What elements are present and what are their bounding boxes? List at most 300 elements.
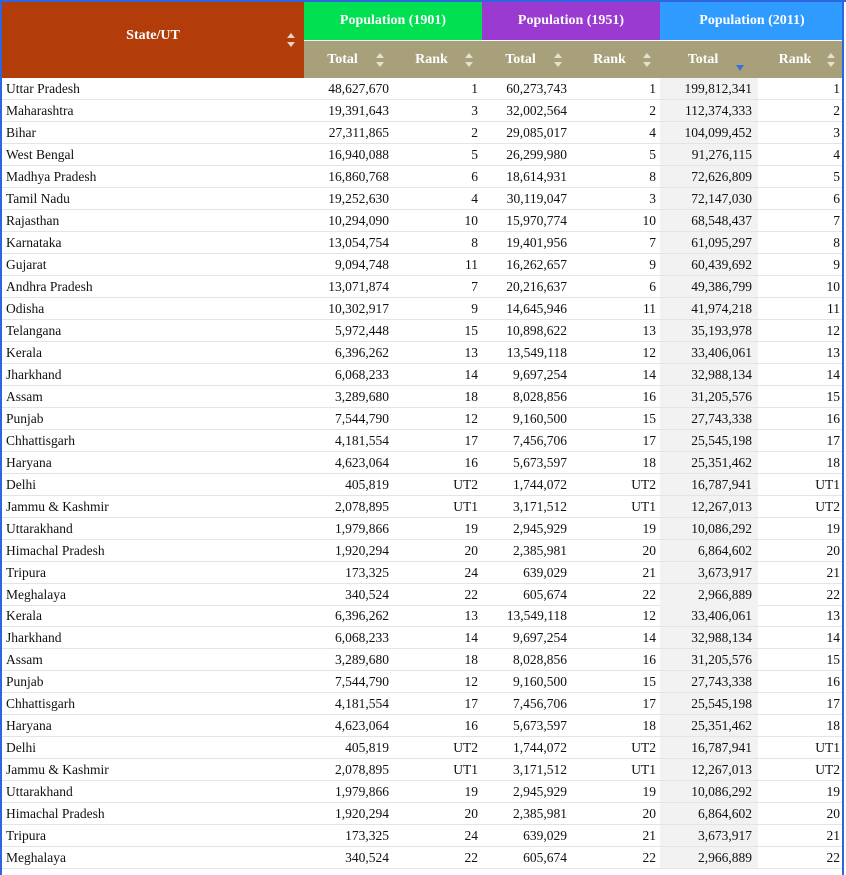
cell-2011-rank: 16: [758, 671, 844, 693]
cell-state: Punjab: [2, 671, 304, 693]
cell-1901-total: 1,920,294: [304, 803, 393, 825]
cell-2011-rank: 20: [758, 540, 844, 562]
cell-2011-rank: 9: [758, 254, 844, 276]
cell-1951-total: 19,401,956: [482, 232, 571, 254]
cell-1951-total: 29,085,017: [482, 122, 571, 144]
cell-1901-total: 2,078,895: [304, 759, 393, 781]
cell-2011-total: 31,205,576: [660, 649, 758, 671]
cell-1901-rank: 6: [393, 166, 482, 188]
cell-1901-total: 16,860,768: [304, 166, 393, 188]
cell-1901-total: 19,391,643: [304, 100, 393, 122]
cell-1901-rank: UT2: [393, 737, 482, 759]
cell-1901-rank: 9: [393, 298, 482, 320]
cell-2011-total: 32,988,134: [660, 627, 758, 649]
cell-state: Chhattisgarh: [2, 693, 304, 715]
cell-1901-total: 5,972,448: [304, 320, 393, 342]
cell-1901-rank: 11: [393, 254, 482, 276]
cell-state: West Bengal: [2, 144, 304, 166]
cell-2011-total: 35,193,978: [660, 320, 758, 342]
cell-1901-total: 3,289,680: [304, 386, 393, 408]
cell-1951-total: 9,697,254: [482, 627, 571, 649]
cell-1951-rank: 22: [571, 847, 660, 869]
cell-1901-total: 27,311,865: [304, 122, 393, 144]
table-row: [2, 254, 844, 276]
cell-2011-total: 6,864,602: [660, 540, 758, 562]
cell-1951-total: 1,744,072: [482, 474, 571, 496]
table-row: [2, 671, 844, 693]
table-row: [2, 320, 844, 342]
cell-1951-rank: 20: [571, 540, 660, 562]
cell-1951-rank: UT1: [571, 496, 660, 518]
cell-1951-rank: 6: [571, 276, 660, 298]
table-row: [2, 144, 844, 166]
column-header-state-label: State/UT: [126, 28, 180, 43]
population-table: [2, 2, 844, 606]
cell-1951-rank: 2: [571, 100, 660, 122]
cell-1901-total: 405,819: [304, 474, 393, 496]
cell-1901-total: 1,920,294: [304, 540, 393, 562]
cell-1901-rank: 3: [393, 100, 482, 122]
cell-2011-total: 27,743,338: [660, 408, 758, 430]
cell-2011-total: 16,787,941: [660, 737, 758, 759]
column-header-2011-total[interactable]: [660, 41, 758, 79]
table-row: [2, 386, 844, 408]
cell-1951-total: 9,160,500: [482, 408, 571, 430]
cell-1951-rank: 14: [571, 364, 660, 386]
cell-state: Delhi: [2, 737, 304, 759]
cell-1951-total: 639,029: [482, 825, 571, 847]
cell-1951-rank: 8: [571, 166, 660, 188]
cell-2011-rank: UT1: [758, 737, 844, 759]
cell-1901-rank: 20: [393, 540, 482, 562]
cell-1901-rank: 10: [393, 210, 482, 232]
table-row: [2, 276, 844, 298]
cell-1951-total: 2,945,929: [482, 781, 571, 803]
cell-1951-total: 9,697,254: [482, 364, 571, 386]
cell-2011-total: 16,787,941: [660, 474, 758, 496]
sort-icon[interactable]: [827, 53, 836, 67]
cell-1951-rank: 1: [571, 78, 660, 100]
cell-2011-total: 68,548,437: [660, 210, 758, 232]
cell-1951-total: 30,119,047: [482, 188, 571, 210]
cell-1951-rank: 15: [571, 671, 660, 693]
table-row: [2, 518, 844, 540]
sort-icon[interactable]: [376, 53, 385, 67]
cell-2011-rank: 21: [758, 562, 844, 584]
cell-2011-total: 27,743,338: [660, 671, 758, 693]
cell-1901-rank: UT1: [393, 496, 482, 518]
cell-1951-total: 3,171,512: [482, 759, 571, 781]
cell-1951-total: 13,549,118: [482, 605, 571, 627]
cell-1951-total: 5,673,597: [482, 452, 571, 474]
cell-1901-total: 13,054,754: [304, 232, 393, 254]
cell-1901-total: 19,252,630: [304, 188, 393, 210]
cell-2011-total: 3,673,917: [660, 825, 758, 847]
cell-2011-total: 31,205,576: [660, 386, 758, 408]
cell-1901-total: 405,819: [304, 737, 393, 759]
cell-state: Tamil Nadu: [2, 188, 304, 210]
table-row: [2, 232, 844, 254]
cell-2011-rank: UT2: [758, 496, 844, 518]
cell-state: Uttarakhand: [2, 518, 304, 540]
table-row: [2, 781, 844, 803]
cell-2011-total: 25,351,462: [660, 715, 758, 737]
cell-1951-total: 605,674: [482, 847, 571, 869]
cell-1901-total: 3,289,680: [304, 649, 393, 671]
cell-1951-rank: 19: [571, 781, 660, 803]
cell-1901-total: 10,294,090: [304, 210, 393, 232]
cell-state: Kerala: [2, 342, 304, 364]
cell-state: Jammu & Kashmir: [2, 496, 304, 518]
cell-1951-total: 2,945,929: [482, 518, 571, 540]
cell-2011-total: 32,988,134: [660, 364, 758, 386]
cell-1951-total: 20,216,637: [482, 276, 571, 298]
cell-state: Odisha: [2, 298, 304, 320]
cell-2011-rank: 19: [758, 518, 844, 540]
cell-2011-total: 10,086,292: [660, 518, 758, 540]
cell-1901-rank: 8: [393, 232, 482, 254]
cell-1951-rank: UT2: [571, 474, 660, 496]
cell-1901-rank: UT1: [393, 759, 482, 781]
table-row: [2, 627, 844, 649]
cell-1951-rank: 7: [571, 232, 660, 254]
cell-state: Jharkhand: [2, 364, 304, 386]
cell-2011-rank: 12: [758, 320, 844, 342]
cell-1901-total: 10,302,917: [304, 298, 393, 320]
cell-1951-total: 26,299,980: [482, 144, 571, 166]
cell-2011-rank: UT1: [758, 474, 844, 496]
cell-state: Jharkhand: [2, 627, 304, 649]
cell-2011-rank: 8: [758, 232, 844, 254]
table-row: [2, 78, 844, 100]
cell-2011-rank: 10: [758, 276, 844, 298]
table-row: [2, 474, 844, 496]
table-row: [2, 562, 844, 584]
cell-2011-total: 3,673,917: [660, 562, 758, 584]
group-header-1901: Population (1901): [304, 2, 482, 41]
cell-2011-rank: 6: [758, 188, 844, 210]
cell-1901-total: 340,524: [304, 584, 393, 606]
cell-1901-rank: 14: [393, 627, 482, 649]
cell-state: Delhi: [2, 474, 304, 496]
cell-1901-rank: 13: [393, 605, 482, 627]
cell-1951-total: 60,273,743: [482, 78, 571, 100]
cell-1901-total: 7,544,790: [304, 671, 393, 693]
cell-1951-total: 5,673,597: [482, 715, 571, 737]
cell-2011-total: 61,095,297: [660, 232, 758, 254]
sort-icon[interactable]: [287, 33, 296, 47]
cell-2011-rank: 14: [758, 364, 844, 386]
cell-1951-rank: 19: [571, 518, 660, 540]
overlapping-repeat-table: [2, 605, 844, 869]
cell-2011-rank: 15: [758, 386, 844, 408]
cell-1951-rank: 16: [571, 386, 660, 408]
cell-1951-total: 7,456,706: [482, 430, 571, 452]
table-row: [2, 166, 844, 188]
cell-1951-total: 3,171,512: [482, 496, 571, 518]
cell-2011-total: 12,267,013: [660, 496, 758, 518]
cell-2011-rank: 22: [758, 584, 844, 606]
table-row: [2, 122, 844, 144]
cell-1901-total: 16,940,088: [304, 144, 393, 166]
cell-1901-rank: 24: [393, 562, 482, 584]
cell-2011-total: 199,812,341: [660, 78, 758, 100]
cell-1951-total: 18,614,931: [482, 166, 571, 188]
cell-1951-rank: 9: [571, 254, 660, 276]
table-row: [2, 364, 844, 386]
column-header-label: Rank: [415, 51, 448, 67]
cell-1951-rank: 14: [571, 627, 660, 649]
cell-2011-rank: 17: [758, 430, 844, 452]
cell-1901-total: 1,979,866: [304, 518, 393, 540]
column-header-1901-rank[interactable]: [393, 41, 482, 79]
cell-1901-rank: 13: [393, 342, 482, 364]
cell-1901-total: 4,181,554: [304, 430, 393, 452]
column-header-label: Total: [505, 51, 536, 67]
cell-1901-rank: 5: [393, 144, 482, 166]
cell-state: Telangana: [2, 320, 304, 342]
cell-1901-rank: UT2: [393, 474, 482, 496]
cell-2011-rank: 2: [758, 100, 844, 122]
sort-icon[interactable]: [643, 53, 652, 67]
cell-state: Bihar: [2, 122, 304, 144]
cell-2011-rank: 21: [758, 825, 844, 847]
table-row: [2, 408, 844, 430]
cell-2011-total: 25,351,462: [660, 452, 758, 474]
cell-2011-total: 33,406,061: [660, 342, 758, 364]
cell-1951-rank: 17: [571, 430, 660, 452]
sort-icon[interactable]: [554, 53, 563, 67]
table-row: [2, 540, 844, 562]
cell-state: Assam: [2, 386, 304, 408]
cell-1951-rank: 5: [571, 144, 660, 166]
cell-1951-total: 10,898,622: [482, 320, 571, 342]
sort-descending-icon[interactable]: [736, 65, 744, 71]
cell-state: Chhattisgarh: [2, 430, 304, 452]
cell-1901-total: 6,396,262: [304, 605, 393, 627]
cell-1901-rank: 2: [393, 122, 482, 144]
cell-1901-rank: 18: [393, 649, 482, 671]
cell-1901-rank: 14: [393, 364, 482, 386]
cell-1901-total: 9,094,748: [304, 254, 393, 276]
cell-1901-total: 6,068,233: [304, 364, 393, 386]
cell-1951-rank: 4: [571, 122, 660, 144]
cell-1901-rank: 24: [393, 825, 482, 847]
table-row: [2, 737, 844, 759]
cell-1901-rank: 12: [393, 671, 482, 693]
column-header-label: Rank: [593, 51, 626, 67]
cell-1901-total: 13,071,874: [304, 276, 393, 298]
cell-2011-total: 25,545,198: [660, 430, 758, 452]
cell-state: Gujarat: [2, 254, 304, 276]
cell-state: Himachal Pradesh: [2, 803, 304, 825]
cell-1951-total: 32,002,564: [482, 100, 571, 122]
cell-2011-rank: 3: [758, 122, 844, 144]
sort-icon[interactable]: [465, 53, 474, 67]
cell-2011-rank: 13: [758, 605, 844, 627]
cell-1951-total: 1,744,072: [482, 737, 571, 759]
cell-state: Madhya Pradesh: [2, 166, 304, 188]
cell-state: Jammu & Kashmir: [2, 759, 304, 781]
cell-1951-rank: UT2: [571, 737, 660, 759]
cell-state: Meghalaya: [2, 584, 304, 606]
table-row: [2, 825, 844, 847]
table-row: [2, 452, 844, 474]
cell-2011-rank: UT2: [758, 759, 844, 781]
cell-state: Haryana: [2, 715, 304, 737]
cell-1901-rank: 18: [393, 386, 482, 408]
cell-2011-rank: 18: [758, 715, 844, 737]
cell-1951-rank: 3: [571, 188, 660, 210]
cell-1901-total: 2,078,895: [304, 496, 393, 518]
cell-1901-rank: 16: [393, 715, 482, 737]
table-row: [2, 210, 844, 232]
cell-1901-total: 173,325: [304, 562, 393, 584]
cell-1901-total: 6,068,233: [304, 627, 393, 649]
cell-1951-rank: 10: [571, 210, 660, 232]
cell-2011-total: 60,439,692: [660, 254, 758, 276]
cell-state: Punjab: [2, 408, 304, 430]
cell-2011-rank: 11: [758, 298, 844, 320]
cell-1951-rank: 16: [571, 649, 660, 671]
cell-1951-rank: 21: [571, 562, 660, 584]
column-header-1951-total[interactable]: [482, 41, 571, 79]
cell-1951-total: 15,970,774: [482, 210, 571, 232]
cell-1951-total: 13,549,118: [482, 342, 571, 364]
table-row: [2, 342, 844, 364]
table-row: [2, 584, 844, 606]
cell-1951-rank: 20: [571, 803, 660, 825]
cell-state: Uttar Pradesh: [2, 78, 304, 100]
table-row: [2, 759, 844, 781]
cell-1901-total: 7,544,790: [304, 408, 393, 430]
cell-2011-total: 2,966,889: [660, 584, 758, 606]
table-row: [2, 649, 844, 671]
cell-2011-rank: 15: [758, 649, 844, 671]
cell-state: Kerala: [2, 605, 304, 627]
cell-2011-total: 2,966,889: [660, 847, 758, 869]
cell-1951-rank: 12: [571, 342, 660, 364]
cell-1901-total: 4,623,064: [304, 715, 393, 737]
group-header-2011: Population (2011): [660, 2, 844, 41]
column-header-1901-total[interactable]: [304, 41, 393, 79]
cell-1951-rank: 17: [571, 693, 660, 715]
table-body-repeat: [2, 605, 844, 869]
table-row: [2, 847, 844, 869]
table-row: [2, 605, 844, 627]
cell-1951-total: 9,160,500: [482, 671, 571, 693]
cell-2011-rank: 22: [758, 847, 844, 869]
cell-state: Tripura: [2, 825, 304, 847]
cell-1951-total: 14,645,946: [482, 298, 571, 320]
cell-1951-total: 7,456,706: [482, 693, 571, 715]
cell-2011-total: 12,267,013: [660, 759, 758, 781]
cell-state: Assam: [2, 649, 304, 671]
cell-1951-total: 16,262,657: [482, 254, 571, 276]
cell-1951-rank: 21: [571, 825, 660, 847]
cell-2011-total: 112,374,333: [660, 100, 758, 122]
cell-1901-rank: 12: [393, 408, 482, 430]
cell-1901-total: 4,181,554: [304, 693, 393, 715]
cell-1951-rank: 18: [571, 452, 660, 474]
cell-2011-total: 72,147,030: [660, 188, 758, 210]
cell-1901-rank: 22: [393, 847, 482, 869]
group-header-1951: Population (1951): [482, 2, 660, 41]
cell-2011-rank: 4: [758, 144, 844, 166]
column-header-state[interactable]: [2, 2, 304, 78]
cell-1901-rank: 17: [393, 693, 482, 715]
table-right-border: [842, 0, 844, 875]
cell-state: Uttarakhand: [2, 781, 304, 803]
cell-2011-total: 49,386,799: [660, 276, 758, 298]
cell-2011-total: 33,406,061: [660, 605, 758, 627]
cell-1901-total: 48,627,670: [304, 78, 393, 100]
cell-2011-rank: 1: [758, 78, 844, 100]
cell-2011-rank: 20: [758, 803, 844, 825]
cell-state: Rajasthan: [2, 210, 304, 232]
table-body: [2, 78, 844, 606]
cell-state: Maharashtra: [2, 100, 304, 122]
cell-state: Meghalaya: [2, 847, 304, 869]
cell-2011-rank: 18: [758, 452, 844, 474]
cell-1901-total: 4,623,064: [304, 452, 393, 474]
cell-2011-rank: 7: [758, 210, 844, 232]
table-row: [2, 188, 844, 210]
cell-1951-rank: 13: [571, 320, 660, 342]
cell-state: Andhra Pradesh: [2, 276, 304, 298]
cell-2011-total: 104,099,452: [660, 122, 758, 144]
cell-1951-rank: 11: [571, 298, 660, 320]
cell-1901-rank: 19: [393, 781, 482, 803]
cell-2011-rank: 13: [758, 342, 844, 364]
table-row: [2, 100, 844, 122]
table-row: [2, 298, 844, 320]
cell-1951-rank: 15: [571, 408, 660, 430]
cell-2011-rank: 17: [758, 693, 844, 715]
cell-state: Haryana: [2, 452, 304, 474]
cell-1901-rank: 16: [393, 452, 482, 474]
table-row: [2, 715, 844, 737]
cell-2011-total: 72,626,809: [660, 166, 758, 188]
column-header-2011-rank[interactable]: [758, 41, 844, 79]
cell-1901-rank: 7: [393, 276, 482, 298]
cell-1901-rank: 19: [393, 518, 482, 540]
cell-state: Karnataka: [2, 232, 304, 254]
column-header-label: Rank: [778, 51, 812, 67]
cell-1901-rank: 17: [393, 430, 482, 452]
cell-2011-total: 41,974,218: [660, 298, 758, 320]
column-header-label: Total: [687, 51, 719, 67]
cell-1901-rank: 22: [393, 584, 482, 606]
cell-1901-total: 1,979,866: [304, 781, 393, 803]
cell-2011-total: 6,864,602: [660, 803, 758, 825]
table-row: [2, 693, 844, 715]
cell-1951-total: 639,029: [482, 562, 571, 584]
cell-1951-total: 8,028,856: [482, 649, 571, 671]
cell-2011-rank: 14: [758, 627, 844, 649]
cell-1901-total: 6,396,262: [304, 342, 393, 364]
cell-1901-rank: 4: [393, 188, 482, 210]
table-row: [2, 496, 844, 518]
cell-2011-rank: 16: [758, 408, 844, 430]
column-header-1951-rank[interactable]: [571, 41, 660, 79]
column-header-label: Total: [327, 51, 358, 67]
cell-1951-total: 8,028,856: [482, 386, 571, 408]
cell-2011-total: 10,086,292: [660, 781, 758, 803]
cell-1901-total: 340,524: [304, 847, 393, 869]
cell-2011-rank: 19: [758, 781, 844, 803]
cell-1951-total: 605,674: [482, 584, 571, 606]
